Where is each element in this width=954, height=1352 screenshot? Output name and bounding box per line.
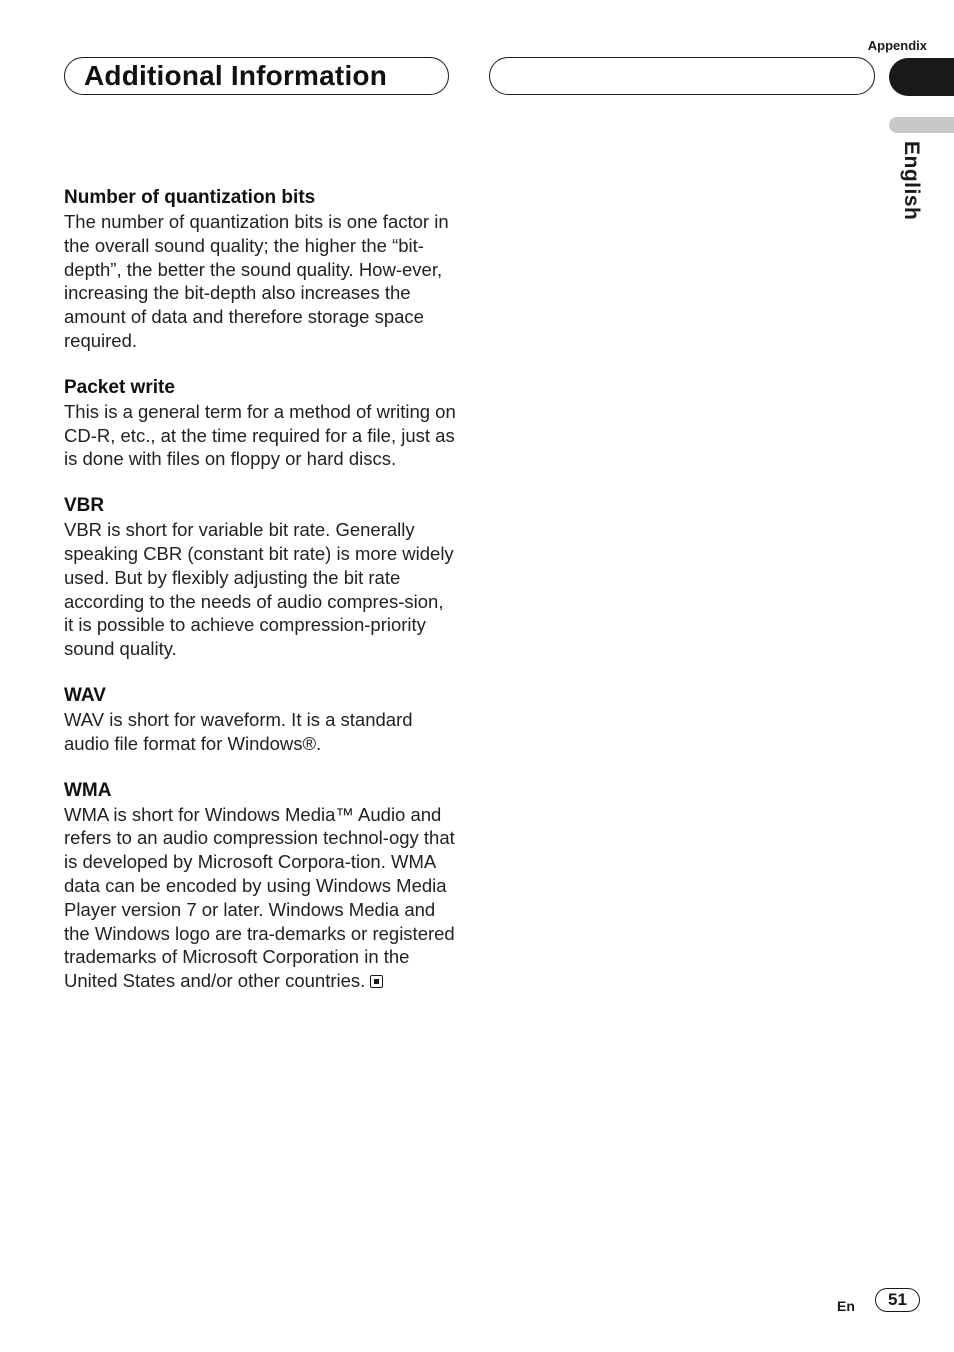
- section-body: VBR is short for variable bit rate. Generally speaking CBR (constant bit rate) is more widely used. But by flexibly adjusting the bit rate according to the needs of audio compres-sion, it is possible to achieve compression-priority sound quality.: [64, 519, 454, 660]
- section-heading: WMA: [64, 779, 112, 801]
- section-heading: WAV: [64, 684, 106, 706]
- section-heading: Packet write: [64, 376, 175, 398]
- section-body: This is a general term for a method of writing on CD-R, etc., at the time required for a file, just as is done with files on floppy or hard discs.: [64, 400, 456, 470]
- page-title: Additional Information: [84, 60, 388, 91]
- section-vbr: [64, 494, 456, 661]
- end-mark-icon: [370, 975, 383, 988]
- chapter-tab-marker: [889, 58, 954, 96]
- section-wav: [64, 684, 456, 756]
- language-tab-marker: [889, 117, 954, 133]
- empty-header-box: [489, 57, 875, 95]
- section-body: [64, 803, 456, 993]
- content-column: [64, 186, 456, 1016]
- section-body: The number of quantization bits is one factor in the overall sound quality; the higher the “bit-depth”, the better the sound quality. How-ever, increasing the bit-depth also increases the amount of data and therefore storage space required.: [64, 211, 449, 351]
- section-heading: VBR: [64, 495, 105, 517]
- section-packet-write: [64, 376, 456, 471]
- appendix-label: Appendix: [867, 38, 927, 53]
- section-title-box: [64, 57, 449, 95]
- language-label: English: [900, 141, 923, 221]
- footer-language-code: En: [837, 1298, 855, 1314]
- section-wma: [64, 779, 456, 993]
- page-number: 51: [875, 1288, 920, 1312]
- section-heading: Number of quantization bits: [64, 187, 316, 208]
- section-body: WAV is short for waveform. It is a standard audio file format for Windows®.: [64, 708, 413, 754]
- section-quantization-bits: [64, 186, 456, 353]
- section-body-text: WMA is short for Windows Media™ Audio and refers to an audio compression technol-ogy that is developed by Microsoft Corpora-tion. WMA data can be encoded by using Windows Media Player version 7 or later. Windows Media and the Windows logo are tra-demarks or registered trademarks of Microsoft Corporation in the United States and/or other countries.: [64, 803, 455, 992]
